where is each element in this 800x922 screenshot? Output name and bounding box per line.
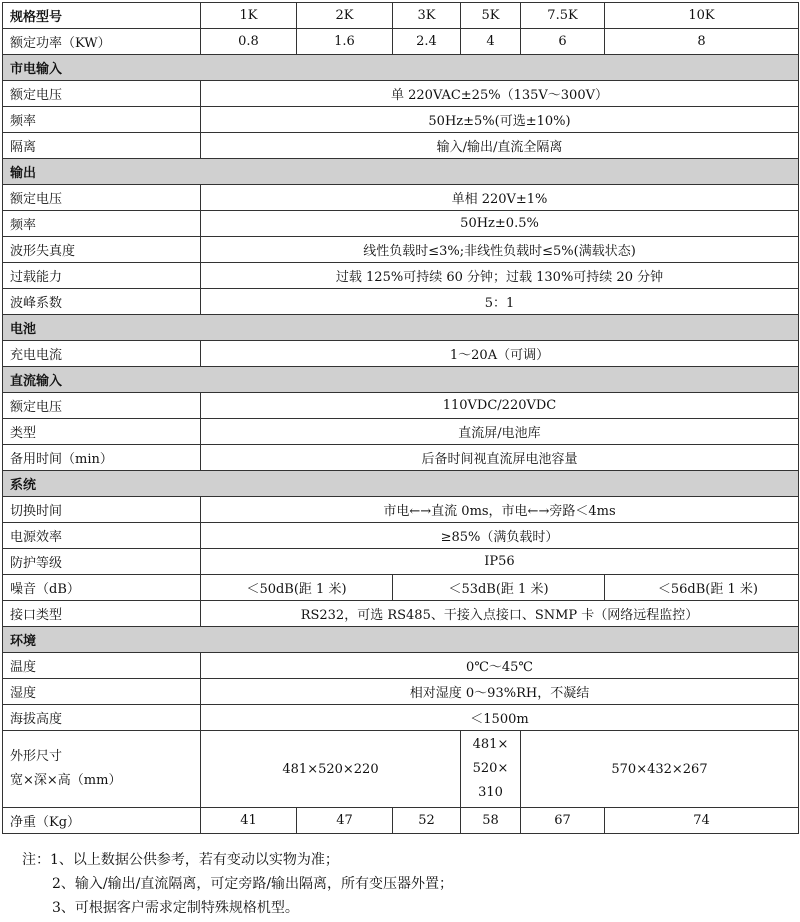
section-title: 系统: [3, 471, 799, 497]
noise-value: ＜53dB(距 1 米): [393, 575, 605, 601]
section-title: 环境: [3, 627, 799, 653]
row-value: ＜1500m: [201, 705, 799, 731]
dimensions-mid-line: 310: [478, 785, 503, 800]
table-row: [3, 575, 799, 601]
row-value: 单 220VAC±25%（135V～300V）: [201, 81, 799, 107]
dimensions-label: [3, 731, 201, 808]
net-weight-value: 41: [201, 808, 297, 834]
section-title: 电池: [3, 315, 799, 341]
table-row: [3, 523, 799, 549]
table-row: [3, 419, 799, 445]
dimensions-label-line2: 宽×深×高（mm）: [10, 773, 122, 788]
note-line: 3、可根据客户需求定制特殊规格机型。: [52, 900, 299, 916]
notes: [22, 848, 453, 920]
dimensions-large: 570×432×267: [521, 731, 799, 808]
row-value: 过载 125%可持续 60 分钟；过载 130%可持续 20 分钟: [201, 263, 799, 289]
section-output: [3, 159, 799, 185]
dimensions-label-line1: 外形尺寸: [10, 749, 63, 764]
section-title: 输出: [3, 159, 799, 185]
note-line: 注：1、以上数据公供参考，若有变动以实物为准；: [22, 852, 339, 868]
section-title: 市电输入: [3, 55, 799, 81]
row-label: 过载能力: [3, 263, 201, 289]
table-row: [3, 133, 799, 159]
net-weight-row: [3, 808, 799, 834]
table-row: [3, 289, 799, 315]
rated-power-row: [3, 29, 799, 55]
rated-power-value: 2.4: [393, 29, 461, 55]
table-row: [3, 341, 799, 367]
row-value: RS232，可选 RS485、干接入点接口、SNMP 卡（网络远程监控）: [201, 601, 799, 627]
row-label: 温度: [3, 653, 201, 679]
row-label: 湿度: [3, 679, 201, 705]
section-dc-input: [3, 367, 799, 393]
section-battery: [3, 315, 799, 341]
header-row: [3, 3, 799, 29]
net-weight-value: 58: [461, 808, 521, 834]
model-5k: 5K: [461, 3, 521, 29]
note-line: 2、输入/输出/直流隔离，可定旁路/输出隔离，所有变压器外置；: [52, 876, 454, 892]
rated-power-value: 1.6: [297, 29, 393, 55]
section-title: 直流输入: [3, 367, 799, 393]
row-value: 后备时间视直流屏电池容量: [201, 445, 799, 471]
noise-value: ＜56dB(距 1 米): [605, 575, 799, 601]
table-row: [3, 601, 799, 627]
section-environment: [3, 627, 799, 653]
dimensions-mid-line: 481×: [472, 737, 509, 752]
dimensions-small: 481×520×220: [201, 731, 461, 808]
net-weight-label: 净重（Kg）: [3, 808, 201, 834]
row-label: 防护等级: [3, 549, 201, 575]
row-label: 类型: [3, 419, 201, 445]
row-value: 5：1: [201, 289, 799, 315]
row-label: 额定电压: [3, 393, 201, 419]
row-label: 备用时间（min）: [3, 445, 201, 471]
row-value: 0℃～45℃: [201, 653, 799, 679]
table-row: [3, 81, 799, 107]
spec-table: [2, 2, 799, 834]
header-label: 规格型号: [3, 3, 201, 29]
row-label: 切换时间: [3, 497, 201, 523]
row-label: 额定电压: [3, 185, 201, 211]
model-3k: 3K: [393, 3, 461, 29]
row-value: 单相 220V±1%: [201, 185, 799, 211]
row-label: 充电电流: [3, 341, 201, 367]
model-1k: 1K: [201, 3, 297, 29]
net-weight-value: 67: [521, 808, 605, 834]
row-value: 线性负载时≤3%;非线性负载时≤5%(满载状态): [201, 237, 799, 263]
row-label: 噪音（dB）: [3, 575, 201, 601]
table-row: [3, 237, 799, 263]
dimensions-row: [3, 731, 799, 808]
table-row: [3, 705, 799, 731]
net-weight-value: 74: [605, 808, 799, 834]
net-weight-value: 47: [297, 808, 393, 834]
row-label: 频率: [3, 211, 201, 237]
row-label: 波形失真度: [3, 237, 201, 263]
row-value: 相对湿度 0～93%RH，不凝结: [201, 679, 799, 705]
net-weight-value: 52: [393, 808, 461, 834]
table-row: [3, 549, 799, 575]
row-value: 市电←→直流 0ms，市电←→旁路＜4ms: [201, 497, 799, 523]
table-row: [3, 445, 799, 471]
dimensions-mid: [461, 731, 521, 808]
rated-power-value: 8: [605, 29, 799, 55]
table-row: [3, 393, 799, 419]
rated-power-value: 0.8: [201, 29, 297, 55]
row-value: 直流屏/电池库: [201, 419, 799, 445]
row-value: 1～20A（可调）: [201, 341, 799, 367]
row-label: 电源效率: [3, 523, 201, 549]
rated-power-value: 6: [521, 29, 605, 55]
row-label: 频率: [3, 107, 201, 133]
table-row: [3, 497, 799, 523]
section-mains-input: [3, 55, 799, 81]
table-row: [3, 211, 799, 237]
model-10k: 10K: [605, 3, 799, 29]
section-system: [3, 471, 799, 497]
row-value: 50Hz±0.5%: [201, 211, 799, 237]
row-label: 接口类型: [3, 601, 201, 627]
row-value: ≥85%（满负载时）: [201, 523, 799, 549]
row-value: IP56: [201, 549, 799, 575]
dimensions-mid-line: 520×: [472, 761, 509, 776]
row-label: 隔离: [3, 133, 201, 159]
table-row: [3, 185, 799, 211]
row-label: 海拔高度: [3, 705, 201, 731]
table-row: [3, 107, 799, 133]
row-label: 波峰系数: [3, 289, 201, 315]
row-value: 50Hz±5%(可选±10%): [201, 107, 799, 133]
model-2k: 2K: [297, 3, 393, 29]
rated-power-value: 4: [461, 29, 521, 55]
rated-power-label: 额定功率（KW）: [3, 29, 201, 55]
row-value: 输入/输出/直流全隔离: [201, 133, 799, 159]
table-row: [3, 679, 799, 705]
row-value: 110VDC/220VDC: [201, 393, 799, 419]
table-row: [3, 263, 799, 289]
noise-value: ＜50dB(距 1 米): [201, 575, 393, 601]
row-label: 额定电压: [3, 81, 201, 107]
model-7-5k: 7.5K: [521, 3, 605, 29]
table-row: [3, 653, 799, 679]
